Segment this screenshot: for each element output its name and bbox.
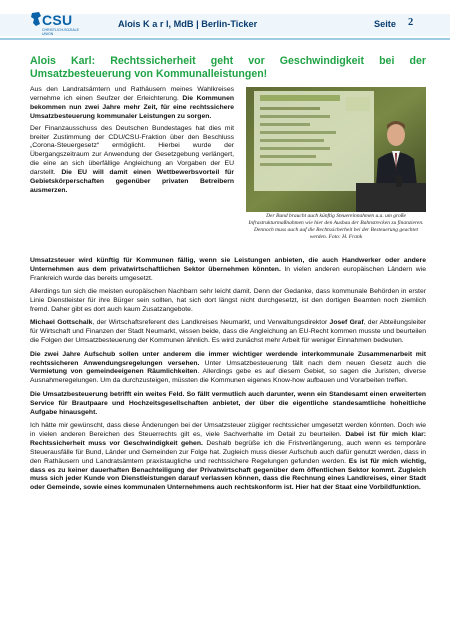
header-bar bbox=[0, 0, 450, 40]
body-paragraph-3: Michael Gottschalk, der Wirtschaftsreferent des Landkreises Neumarkt, und Verwaltungsdirektor Josef Graf, der Abteilungsleiter für Wirtschaft und Finanzen der Stadt Neumarkt, wissen beide, dass die Angleichung an EU-Recht kommen musste und beurteilen die Folgen der Umsatzbesteuerung der Kommunen ähnlich. Es wird zunächst mehr Arbeit für weniger Einnahmen bedeuten. bbox=[30, 319, 427, 345]
speaker-photo-illustration bbox=[246, 87, 426, 212]
page-label: Seite bbox=[374, 19, 396, 29]
article-photo bbox=[246, 87, 426, 212]
intro-paragraph-2: Der Finanzausschuss des Deutschen Bundestages hat dies mit breiter Zustimmung der CDU/CSU-Fraktion über den Beschluss „Corona-Steuergesetz“ ermöglicht. Hierbei wurde der Übergangszeitraum zur Anwendung der Gesetzgebung verlängert, die eine an sich überfällige Angleichung an Vorgaben der EU darstellt. Die EU will damit einen Wettbewerbsvorteil für Gebietskörperschaften gegenüber privaten Betreibern ausmerzen. bbox=[30, 124, 234, 194]
logo-text: CSU bbox=[42, 12, 73, 28]
body-paragraph-2: Allerdings tun sich die meisten europäischen Nachbarn sehr leicht damit. Denn der Gedanke, dass kommunale Behörden in erster Linie Dienstleister für ihre Bürger sein sollten, hat sich dort längst nicht durchgesetzt, ist den dortigen Beamten noch ziemlich fremd. Daher gibt es dort auch kaum Zusatzangebote. bbox=[30, 288, 426, 314]
intro-paragraph-1: Aus den Landratsämtern und Rathäusern meines Wahlkreises vernehme ich einen Seufzer der Erleichterung. Die Kommunen bekommen nun zwei Jahre mehr Zeit, für eine rechtssichere Umsatzbesteuerung kommunaler Leistungen zu sorgen. bbox=[30, 86, 234, 120]
article-body bbox=[30, 257, 426, 498]
body-paragraph-4: Die zwei Jahre Aufschub sollen unter anderem die immer wichtiger werdende interkommunale Zusammenarbeit mit rechtssicheren Anwendungsregelungen versehen. Unter Umsatzbesteuerung fällt nach dem neuen Gesetz auch die Vermietung von gemeindeeigenen Räumlichkeiten. Allerdings gebe es auf diesem Gebiet, so sagen die Juristen, diverse Ausnahmeregelungen. Um da durchzusteigen, müssten die Kommunen eigenes Know-how aufbauen und Vorarbeiten treffen. bbox=[30, 350, 426, 385]
header-title: Alois K a r l, MdB | Berlin-Ticker bbox=[118, 19, 258, 29]
photo-caption: Der Bund braucht auch künftig Steuereinnahmen u.a. um große Infrastrukturmaßnahmen wie hier den Ausbau der Bahnstrecken zu finanzieren. Dennoch muss auch auf die Rechtssicherheit bei der Besteuerung geachtet werden. Foto: H. Frank bbox=[248, 213, 424, 240]
body-paragraph-5: Die Umsatzbesteuerung betrifft ein weites Feld. So fällt vermutlich auch darunter, wenn ein Standesamt einen erweiterten Service für Brautpaare und Hochzeitsgesellschaften anbietet, der über die eigentliche standesamtliche hoheitliche Aufgabe hinausgeht. bbox=[30, 390, 426, 416]
article-headline: Alois Karl: Rechtssicherheit geht vor Geschwindigkeit bei der Umsatzbesteuerung von Kommunalleistungen! bbox=[30, 55, 426, 80]
page-number: 2 bbox=[408, 17, 414, 28]
intro-column bbox=[30, 86, 234, 199]
lion-icon bbox=[30, 11, 42, 27]
body-paragraph-6: Ich hätte mir gewünscht, dass diese Änderungen bei der Umsatzsteuer zügiger rechtssicher umgesetzt werden könnten. Doch wie in vielen anderen Bereichen des Steuerrechts gilt es, viele Sachverhalte im Detail zu beurteilen. Dabei ist für mich klar: Rechtssicherheit muss vor Geschwindigkeit gehen. Deshalb begrüße ich die Fristverlängerung, auch wenn es temporäre Steuerausfälle für Bund, Länder und Gemeinden zur Folge hat. Zugleich muss dieser Aufschub auch dafür genutzt werden, dass in den Rathäusern und Landratsämtern praxistaugliche und rechtssichere Regelungen gefunden werden. Es ist für mich wichtig, dass es zu keiner dauerhaften Benachteiligung der Privatwirtschaft gegenüber dem öffentlichen Sektor kommt. Zugleich muss sich jeder Kunde von Dienstleistungen darauf verlassen können, dass die Rechnung eines Landkreises, einer Stadt oder Gemeinde, sowie eines kommunalen Unternehmens auch rechtskonform ist. Hier hat der Staat eine Vorbildfunktion. bbox=[30, 422, 427, 492]
logo-subtext: CHRISTLICH-SOZIALE UNION bbox=[42, 28, 79, 36]
csu-logo bbox=[28, 10, 88, 38]
body-paragraph-1: Umsatzsteuer wird künftig für Kommunen fällig, wenn sie Leistungen anbieten, die auch Handwerker oder andere Unternehmen aus dem privatwirtschaftlichen Sektor übernehmen könnten. In vielen anderen europäischen Ländern wie Frankreich wurde das bereits umgesetzt. bbox=[30, 257, 426, 282]
header-divider bbox=[0, 38, 450, 40]
